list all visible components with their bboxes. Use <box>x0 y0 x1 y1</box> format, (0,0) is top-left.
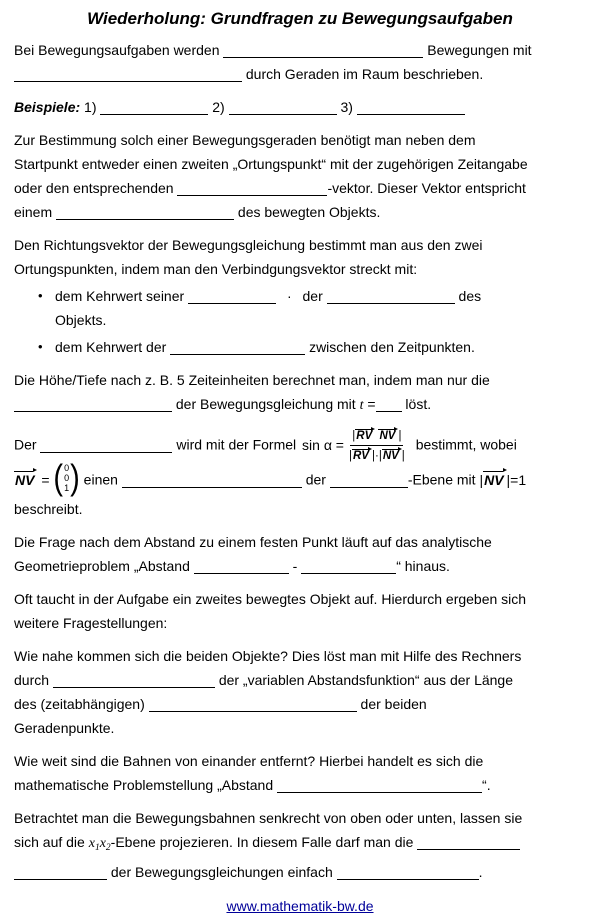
text-run: dem Kehrwert der <box>55 339 167 355</box>
bullet-item <box>38 284 586 332</box>
vector-rv: RV <box>352 448 372 463</box>
abs-bar: | <box>479 471 484 488</box>
paragraph-projektion <box>14 806 586 884</box>
text-run: bestimmt, wobei <box>415 436 517 453</box>
blank-line <box>417 848 520 850</box>
text-run: Objekts. <box>55 312 107 328</box>
page-title: Wiederholung: Grundfragen zu Bewegungsaufgaben <box>87 9 513 28</box>
sine-formula <box>302 430 410 462</box>
text-run: Wie weit sind die Bahnen von einander entfernt? Hierbei handelt es sich die <box>14 753 484 769</box>
unit-normal-condition <box>479 472 526 488</box>
normal-vector-equation <box>14 458 80 498</box>
multiplication-dot: · <box>374 450 379 462</box>
text-run: des (zeitabhängigen) <box>14 696 145 712</box>
text-run: Zur Bestimmung solch einer Bewegungsgeraden benötigt man neben dem <box>14 132 476 148</box>
fraction-denominator <box>347 446 407 463</box>
abs-bar: | <box>398 430 402 442</box>
text-run: beschreibt. <box>14 501 83 517</box>
text-run: Bewegungen mit <box>427 42 532 58</box>
abs-bar: | <box>378 450 382 462</box>
text-run: Wie nahe kommen sich die beiden Objekte? Dies löst man mit Hilfe des Rechners <box>14 648 522 664</box>
vector-rv: RV <box>355 428 375 443</box>
text-run: “ hinaus. <box>396 558 450 574</box>
multiplication-dot: · <box>286 288 292 304</box>
blank-line <box>14 410 172 412</box>
paragraph-abstand-punkt <box>14 530 586 578</box>
text-run: Die Höhe/Tiefe nach z. B. 5 Zeiteinheiten berechnet man, indem man nur die <box>14 372 490 388</box>
text-run: Der <box>14 436 37 453</box>
formula-lhs: sin α = <box>302 436 344 453</box>
text-run: löst. <box>405 396 432 412</box>
abs-bar: | <box>371 450 375 462</box>
blank-line <box>337 878 479 880</box>
fraction-numerator <box>350 425 403 446</box>
subscript: 2 <box>105 843 111 853</box>
text-run: weitere Fragestellungen: <box>14 615 168 631</box>
vector-nv: NV <box>483 470 506 487</box>
item-number: 3) <box>340 99 353 115</box>
vector-nv: NV <box>382 448 402 463</box>
blank-line <box>14 878 107 880</box>
text-run: sich auf die <box>14 834 85 850</box>
text-run: durch <box>14 672 50 688</box>
paragraph-zweites-objekt <box>14 587 586 635</box>
blank-line <box>56 218 234 220</box>
blank-line <box>53 686 215 688</box>
paragraph-beispiele <box>14 95 586 119</box>
paren-left: ( <box>53 458 64 498</box>
text-run: einem <box>14 204 53 220</box>
blank-line <box>122 486 302 488</box>
blank-line <box>149 710 357 712</box>
abs-bar: | <box>348 450 352 462</box>
text-run: mathematische Problemstellung „Abstand <box>14 777 274 793</box>
bullet-item <box>38 335 586 359</box>
paragraph-formel <box>14 427 586 521</box>
text-run: der beiden <box>360 696 427 712</box>
item-number: 1) <box>84 99 97 115</box>
component: 0 <box>64 473 70 483</box>
text-run: der Bewegungsgleichung mit <box>175 396 356 412</box>
text-run: -Ebene projezieren. In diesem Falle darf man die <box>110 834 414 850</box>
text-run: zwischen den Zeitpunkten. <box>309 339 475 355</box>
abs-bar: | <box>401 450 405 462</box>
blank-line <box>301 572 396 574</box>
abs-bar: | <box>506 471 511 488</box>
dash: - <box>292 558 298 574</box>
website-link[interactable]: www.mathematik-bw.de <box>226 898 374 914</box>
fraction <box>347 425 407 463</box>
blank-line <box>357 113 465 115</box>
text-run: der <box>302 288 323 304</box>
page-footer <box>14 898 586 914</box>
paragraph-wie-nahe <box>14 644 586 740</box>
column-vector <box>53 458 80 498</box>
blank-line <box>330 486 408 488</box>
text-run: der Bewegungsgleichungen einfach <box>110 864 333 880</box>
blank-line <box>188 302 276 304</box>
item-number: 2) <box>212 99 225 115</box>
equals-one: =1 <box>510 471 527 488</box>
blank-line <box>229 113 337 115</box>
subscript: 1 <box>94 843 100 853</box>
text-run: Startpunkt entweder einen zweiten „Ortungspunkt“ mit der zugehörigen Zeitangabe <box>14 156 528 172</box>
variable-x: x <box>88 836 95 851</box>
blank-line <box>14 80 242 82</box>
component: 1 <box>64 483 70 493</box>
blank-line <box>170 353 305 355</box>
text-run: Bei Bewegungsaufgaben werden <box>14 42 220 58</box>
paragraph-intro <box>14 38 586 86</box>
text-run: -vektor. Dieser Vektor entspricht <box>327 180 526 196</box>
text-run: der „variablen Abstandsfunktion“ aus der Länge <box>218 672 514 688</box>
text-run: dem Kehrwert seiner <box>55 288 185 304</box>
text-run: Ortungspunkten, indem man den Verbindgungsvektor streckt mit: <box>14 261 418 277</box>
equals-sign: = <box>41 471 50 488</box>
blank-line <box>327 302 455 304</box>
component: 0 <box>64 463 70 473</box>
paren-right: ) <box>70 458 80 498</box>
text-run: wird mit der Formel <box>176 436 297 453</box>
paragraph-richtungsvektor <box>14 233 586 281</box>
text-run: “. <box>482 777 491 793</box>
text-run: Den Richtungsvektor der Bewegungsgleichung bestimmt man aus den zwei <box>14 237 483 253</box>
x1x2-plane-symbol <box>88 834 111 853</box>
vector-nv: NV <box>14 470 37 487</box>
bullet-list <box>14 284 586 359</box>
vector-nv: NV <box>378 428 398 443</box>
text-run: Betrachtet man die Bewegungsbahnen senkrecht von oben oder unten, lassen sie <box>14 810 523 826</box>
text-run: Die Frage nach dem Abstand zu einem festen Punkt läuft auf das analytische <box>14 534 492 550</box>
text-run: der <box>305 471 326 488</box>
vector-components <box>63 463 70 493</box>
blank-line <box>223 56 423 58</box>
text-run: Geometrieproblem „Abstand <box>14 558 190 574</box>
text-run: -Ebene mit <box>407 471 476 488</box>
blank-line <box>177 194 327 196</box>
paragraph-wie-weit <box>14 749 586 797</box>
abs-bar: | <box>352 430 356 442</box>
variable-t: t <box>359 398 364 413</box>
blank-line <box>376 410 402 412</box>
blank-line <box>40 451 172 453</box>
text-run: des bewegten Objekts. <box>237 204 381 220</box>
text-run: oder den entsprechenden <box>14 180 174 196</box>
variable-x: x <box>99 836 106 851</box>
paragraph-hoehe-tiefe <box>14 368 586 418</box>
text-run: Oft taucht in der Aufgabe ein zweites bewegtes Objekt auf. Hierdurch ergeben sich <box>14 591 527 607</box>
text-run: Geradenpunkte. <box>14 720 115 736</box>
text-run: . <box>478 864 483 880</box>
blank-line <box>194 572 289 574</box>
equals-sign: = <box>367 396 376 412</box>
text-run: durch Geraden im Raum beschrieben. <box>245 66 484 82</box>
blank-line <box>277 791 482 793</box>
paragraph-bestimmung <box>14 128 586 224</box>
text-run: des <box>458 288 482 304</box>
text-run: einen <box>83 471 118 488</box>
blank-line <box>100 113 208 115</box>
beispiele-label: Beispiele: <box>14 99 81 115</box>
